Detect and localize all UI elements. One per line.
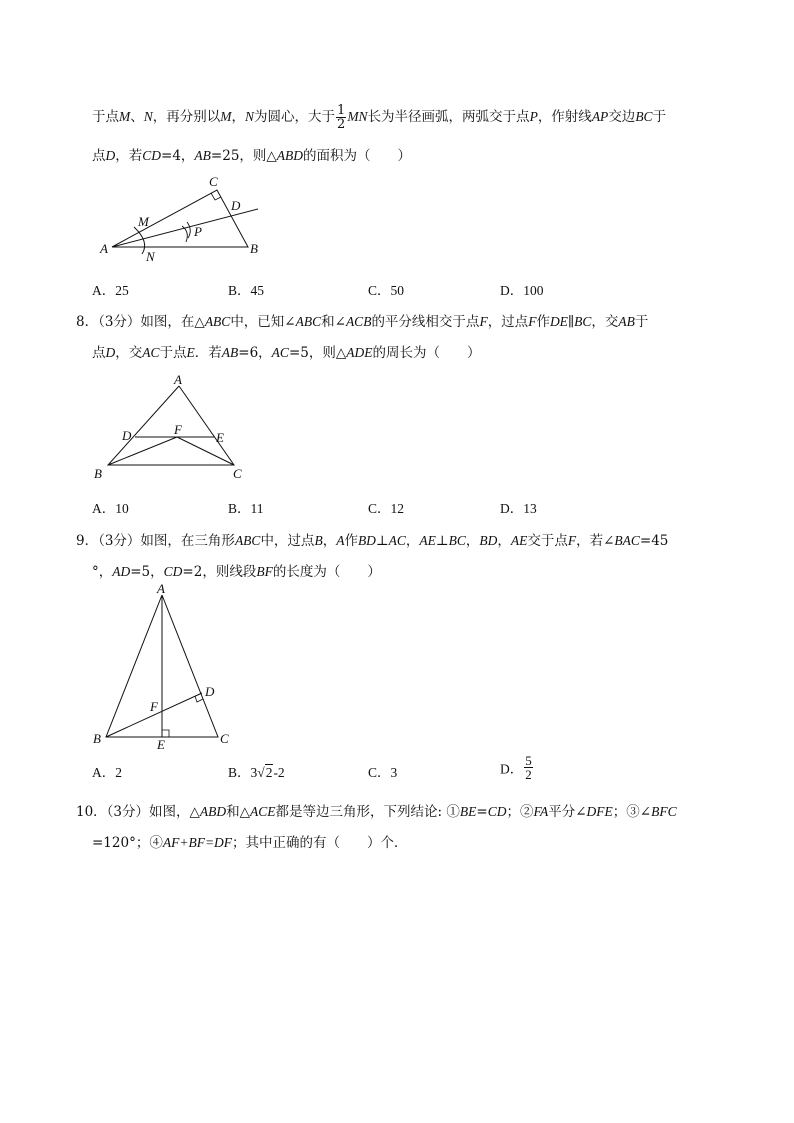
q9-label-e: E: [157, 737, 165, 752]
q9-option-d[interactable]: D． $\frac{5}{2}$: [500, 753, 532, 782]
q9-label-f: F: [150, 699, 158, 714]
q7-label-c: C: [209, 174, 218, 189]
q9-text-line-1: 9．（3分）如图，在三角形ABC中，过点B，A作BD⊥AC，AE⊥BC，BD，AE交于点F，若∠BAC=45: [76, 533, 669, 549]
q8-label-f: F: [174, 422, 182, 437]
q8-option-a[interactable]: A．10: [92, 501, 129, 516]
q8-label-d: D: [122, 428, 132, 443]
q8-segment-bf: [108, 437, 177, 465]
q8-label-c: C: [233, 466, 242, 481]
q7-label-b: B: [250, 241, 258, 256]
q9-label-a: A: [157, 581, 165, 596]
q7-triangle: [112, 190, 248, 247]
q7-option-a[interactable]: A．25: [92, 283, 129, 298]
q7-ray-ap: [112, 209, 258, 247]
q9-option-b[interactable]: B．3√2-2: [228, 765, 285, 780]
q7-option-b[interactable]: B．45: [228, 283, 265, 298]
q8-options: [92, 497, 652, 517]
q9-label-b: B: [93, 731, 101, 746]
q9-label-c: C: [220, 731, 229, 746]
q9-text-line-2: °，AD=5，CD=2，则线段BF的长度为（ ）: [92, 564, 381, 580]
q7-text-line-1: 于点M、N，再分别以M，N为圆心，大于 $\frac{1}{2}$ MN长为半径画弧，两弧交于点P，作射线AP交边BC于: [92, 103, 667, 132]
q8-label-e: E: [216, 430, 224, 445]
sqrt-symbol: √2: [257, 765, 273, 780]
fraction-five-halves: $\frac{5}{2}$: [525, 753, 532, 782]
q8-figure: [90, 372, 250, 484]
q7-text-line-2: 点D，若CD=4，AB=25，则△ABD的面积为（ ）: [92, 148, 412, 164]
q8-option-d[interactable]: D．13: [500, 501, 537, 516]
q7-option-c[interactable]: C．50: [368, 283, 405, 298]
q8-segment-cf: [177, 437, 234, 465]
q10-text-line-1: 10．（3分）如图，△ABD和△ACE都是等边三角形，下列结论: ①BE=CD；②FA平分∠DFE；③∠BFC: [76, 804, 677, 820]
q7-label-p: P: [194, 224, 202, 239]
q7-options: [92, 279, 652, 299]
q7-label-d: D: [231, 198, 241, 213]
q8-triangle: [108, 386, 234, 465]
q7-figure: [90, 172, 270, 264]
q9-label-d: D: [205, 684, 215, 699]
q9-option-a[interactable]: A．2: [92, 765, 122, 780]
q8-text-line-2: 点D，交AC于点E．若AB=6，AC=5，则△ADE的周长为（ ）: [92, 345, 481, 361]
q8-label-a: A: [174, 372, 182, 387]
q10-text-line-2: =120°；④AF+BF=DF；其中正确的有（ ）个．: [92, 835, 408, 851]
q8-text-line-1: 8．（3分）如图，在△ABC中，已知∠ABC和∠ACB的平分线相交于点F，过点F作DE∥BC，交AB于: [76, 314, 649, 330]
q7-option-d[interactable]: D．100: [500, 283, 544, 298]
q9-options: [92, 753, 652, 788]
q8-label-b: B: [94, 466, 102, 481]
fraction-one-half: $\frac{1}{2}$: [337, 103, 346, 132]
q7-label-a: A: [100, 241, 108, 256]
q7-label-m: M: [138, 214, 149, 229]
q7-label-n: N: [146, 249, 155, 264]
q9-right-angle-e: [162, 730, 169, 737]
q9-figure: [90, 583, 250, 753]
q9-option-c[interactable]: C．3: [368, 765, 398, 780]
q8-option-b[interactable]: B．11: [228, 501, 264, 516]
q8-option-c[interactable]: C．12: [368, 501, 405, 516]
